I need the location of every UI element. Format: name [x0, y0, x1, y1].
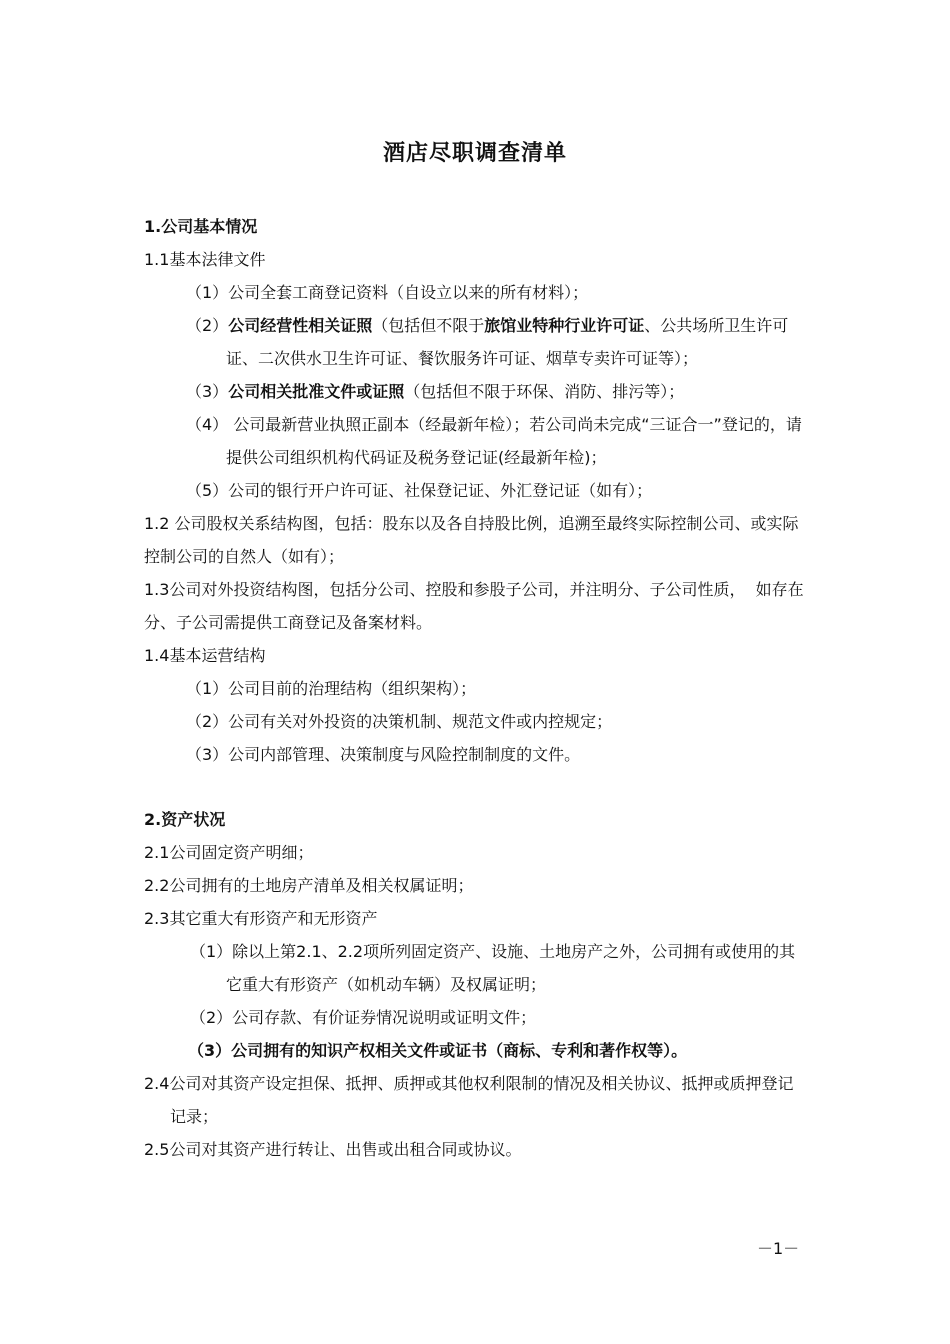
section-spacer: [144, 771, 806, 803]
item-bold-text: 公司经营性相关证照: [228, 316, 373, 335]
section-2-3-item-2: （2）公司存款、有价证券情况说明或证明文件；: [190, 1008, 537, 1027]
section-1-1-item-1: （1）公司全套工商登记资料（自设立以来的所有材料）；: [186, 283, 589, 302]
section-2-2: 2.2公司拥有的土地房产清单及相关权属证明；: [144, 876, 474, 895]
section-1-1-item-5: （5）公司的银行开户许可证、社保登记证、外汇登记证（如有）；: [186, 481, 653, 500]
item-bold-text: 公司相关批准文件或证照: [228, 382, 405, 401]
item-prefix: （3）: [186, 382, 229, 401]
section-2-3-heading: 2.3其它重大有形资产和无形资产: [144, 909, 378, 928]
section-2-3-item-3: （3）公司拥有的知识产权相关文件或证书（商标、专利和著作权等）。: [188, 1041, 688, 1060]
section-1-4-item-3: （3）公司内部管理、决策制度与风险控制制度的文件。: [186, 745, 581, 764]
section-1-1-item-4: （4） 公司最新营业执照正副本（经最新年检）；若公司尚未完成“三证合一”登记的，请提供公司组织机构代码证及税务登记证(经最新年检)；: [186, 415, 802, 467]
document-body: [144, 210, 806, 1166]
section-2-1: 2.1公司固定资产明细；: [144, 843, 314, 862]
item-bold-text: 旅馆业特种行业许可证: [484, 316, 645, 335]
page-number: －1－: [757, 1239, 800, 1258]
item-prefix: （2）: [186, 316, 229, 335]
item-text: （包括但不限于环保、消防、排污等）；: [404, 382, 685, 401]
section-1-4-heading: 1.4基本运营结构: [144, 646, 266, 665]
section-1-1-item-2: [144, 309, 806, 375]
item-text: 、公共场所卫生许可证、二次供水卫生许可证、餐饮服务许可证、烟草专卖许可证等）；: [226, 316, 789, 368]
item-text: （包括但不限于: [372, 316, 485, 335]
section-2-5: 2.5公司对其资产进行转让、出售或出租合同或协议。: [144, 1140, 522, 1159]
section-1-1-item-3: [144, 375, 806, 408]
section-2-4: 2.4公司对其资产设定担保、抵押、质押或其他权利限制的情况及相关协议、抵押或质押登记记录；: [144, 1074, 794, 1126]
section-1-3: 1.3公司对外投资结构图，包括分公司、控股和参股子公司，并注明分、子公司性质， 如存在分、子公司需提供工商登记及备案材料。: [144, 580, 804, 632]
section-1-heading: 1.公司基本情况: [144, 217, 258, 236]
section-1-4-item-1: （1）公司目前的治理结构（组织架构）；: [186, 679, 477, 698]
section-1-4-item-2: （2）公司有关对外投资的决策机制、规范文件或内控规定；: [186, 712, 613, 731]
section-1-2: 1.2 公司股权关系结构图，包括：股东以及各自持股比例，追溯至最终实际控制公司、或实际控制公司的自然人（如有）；: [144, 514, 799, 566]
section-2-heading: 2.资产状况: [144, 810, 226, 829]
document-title: 酒店尽职调查清单: [382, 140, 567, 166]
section-1-1-heading: 1.1基本法律文件: [144, 250, 266, 269]
section-2-3-item-1: （1）除以上第2.1、2.2项所列固定资产、设施、土地房产之外，公司拥有或使用的其它重大有形资产（如机动车辆）及权属证明；: [190, 942, 796, 994]
